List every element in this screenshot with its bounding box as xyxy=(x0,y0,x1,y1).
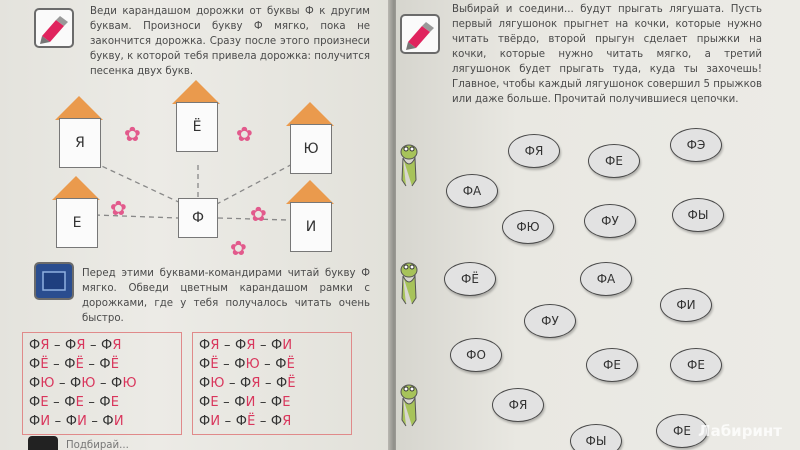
bottom-badge-icon xyxy=(28,436,58,450)
syllable-pill[interactable]: ФА xyxy=(446,174,498,208)
syllable-table-right xyxy=(192,332,352,435)
syllable-pill[interactable]: ФУ xyxy=(584,204,636,238)
instruction-text: Выбирай и соедини... будут прыгать лягушата. Пусть первый лягушонок прыгнет на кочки, которые нужно читать твёрдо, второй прыгун сделает прыжки на кочки, которые нужно читать мягко, а третий лягушонок будет прыгать туда, куда ты захочешь! Главное, чтобы каждый лягушонок совершил 5 прыжков или даже больше. Прочитай получившиеся цепочки. xyxy=(452,4,762,105)
center-letter-box: Ф xyxy=(178,198,218,238)
table-row: ФЕ – ФЕ – ФЕ xyxy=(29,395,120,410)
table-row: ФЮ – ФЮ – ФЮ xyxy=(29,376,137,391)
syllable-pill[interactable]: ФО xyxy=(450,338,502,372)
syllable-pill[interactable]: ФЁ xyxy=(444,262,496,296)
flower-icon: ✿ xyxy=(110,196,127,220)
flag-icon xyxy=(34,262,74,300)
syllable-pill[interactable]: ФЕ xyxy=(656,414,708,448)
table-row: ФЮ – ФЯ – ФЁ xyxy=(199,376,296,391)
flower-icon: ✿ xyxy=(230,236,247,260)
table-row: ФИ – ФИ – ФИ xyxy=(29,414,124,429)
instruction-text-2: Перед этими буквами-командирами читай букву Ф мягко. Обведи цветным карандашом рамки с дорожками, где у тебя получалось читать очень быстро. xyxy=(82,268,370,324)
syllable-pill[interactable]: ФИ xyxy=(660,288,712,322)
syllable-pill[interactable]: ФЭ xyxy=(670,128,722,162)
syllable-pill[interactable]: ФЯ xyxy=(508,134,560,168)
syllable-pill[interactable]: ФЕ xyxy=(670,348,722,382)
pencil-icon xyxy=(400,14,440,54)
table-row: ФЁ – ФЁ – ФЁ xyxy=(29,357,120,372)
syllable-table-left xyxy=(22,332,182,435)
syllable-pill[interactable]: ФЕ xyxy=(588,144,640,178)
syllable-pill[interactable]: ФУ xyxy=(524,304,576,338)
table-row: ФЯ – ФЯ – ФИ xyxy=(199,338,293,353)
instruction-text-1: Веди карандашом дорожки от буквы Ф к другим буквам. Произноси букву Ф мягко, пока не закончится дорожка. Сразу после этого произнеси букву, к которой тебя привела дорожка: получится песенка двух букв. xyxy=(90,6,370,77)
syllable-pill[interactable]: ФА xyxy=(580,262,632,296)
frog-icon xyxy=(398,380,420,432)
table-row: ФЕ – ФИ – ФЕ xyxy=(199,395,291,410)
syllable-pill[interactable]: ФЮ xyxy=(502,210,554,244)
frog-icon xyxy=(398,258,420,310)
syllable-pill[interactable]: ФЯ xyxy=(492,388,544,422)
left-page: Веди карандашом дорожки от буквы Ф к другим буквам. Произноси букву Ф мягко, пока не закончится дорожка. Сразу после этого произнеси букву, к которой тебя привела дорожка: получится песенка двух букв. Я Ё Ю Е И Ф ✿ ✿ ✿ ✿ ✿ Перед этими буквами-командирами читай букву Ф мягко. Обведи цветным карандашом рамки с дорожками, где у тебя получалось читать очень быстро. ФЯ – ФЯ – ФЯ ФЁ – ФЁ – ФЁ ФЮ – ФЮ – ФЮ ФЕ – ФЕ – ФЕ ФИ – ФИ – ФИ ФЯ – ФЯ – ФИ ФЁ – ФЮ – ФЁ ФЮ – ФЯ – ФЁ ФЕ – ФИ – ФЕ ФИ – ФЁ – ФЯ Подбирай... xyxy=(0,0,392,450)
syllable-pill[interactable]: ФЕ xyxy=(586,348,638,382)
table-row: ФЯ – ФЯ – ФЯ xyxy=(29,338,122,353)
syllable-pill[interactable]: ФЫ xyxy=(672,198,724,232)
table-row: ФЁ – ФЮ – ФЁ xyxy=(199,357,296,372)
flower-icon: ✿ xyxy=(124,122,141,146)
watermark: Лабиринт xyxy=(698,422,782,440)
flower-icon: ✿ xyxy=(236,122,253,146)
frog-icon xyxy=(398,140,420,192)
table-row: ФИ – ФЁ – ФЯ xyxy=(199,414,292,429)
bottom-text: Подбирай... xyxy=(66,440,129,450)
right-page xyxy=(396,0,800,450)
syllable-pill[interactable]: ФЫ xyxy=(570,424,622,450)
flower-icon: ✿ xyxy=(250,202,267,226)
